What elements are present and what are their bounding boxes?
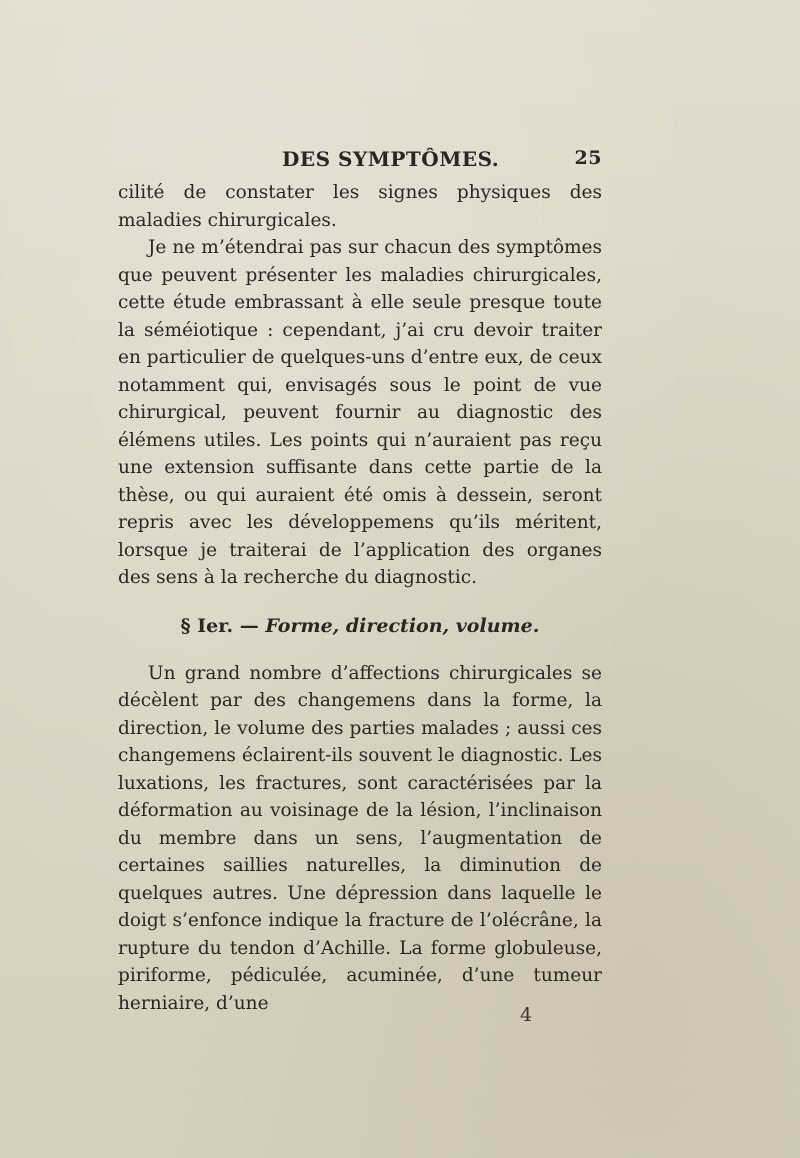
- running-title: DES SYMPTÔMES.: [282, 147, 500, 171]
- signature-mark: 4: [520, 1004, 533, 1026]
- running-head: [118, 143, 602, 179]
- section-title: Forme, direction, volume.: [265, 614, 540, 637]
- text-block: [118, 143, 602, 1017]
- paragraph-forme-direction-volume: Un grand nombre d’affections chirurgicales se décèlent par des changemens dans la forme, la direction, le volume des parties malades ; aussi ces changemens éclairent-ils souvent le diagnostic. Les luxations, les fractures, sont caractérisées par la déformation au voisinage de la lésion, l’inclinaison du membre dans un sens, l’augmentation de certaines saillies naturelles, la diminution de quelques autres. Une dépression dans laquelle le doigt s’enfonce indique la fracture de l’olécrâne, la rupture du tendon d’Achille. La forme globuleuse, piriforme, pédiculée, acuminée, d’une tumeur herniaire, d’une: [118, 662, 602, 1014]
- paragraph-symptoms-intro: Je ne m’étendrai pas sur chacun des symptômes que peuvent présenter les maladies chirurgicales, cette étude embrassant à elle seule presque toute la séméiotique : cependant, j’ai cru devoir traiter en particulier de quelques-uns d’entre eux, de ceux notamment qui, envisagés sous le point de vue chirurgical, peuvent fournir au diagnostic des élémens utiles. Les points qui n’auraient pas reçu une extension suffisante dans cette partie de la thèse, ou qui auraient été omis à dessein, seront repris avec les développemens qu’ils méritent, lorsque je traiterai de l’application des organes des sens à la recherche du diagnostic.: [118, 237, 602, 588]
- section-heading: [118, 612, 602, 640]
- section-label: § Ier. —: [180, 614, 259, 637]
- paragraph-continuation: cilité de constater les signes physiques des maladies chirurgicales.: [118, 182, 602, 231]
- page-number: 25: [574, 147, 602, 169]
